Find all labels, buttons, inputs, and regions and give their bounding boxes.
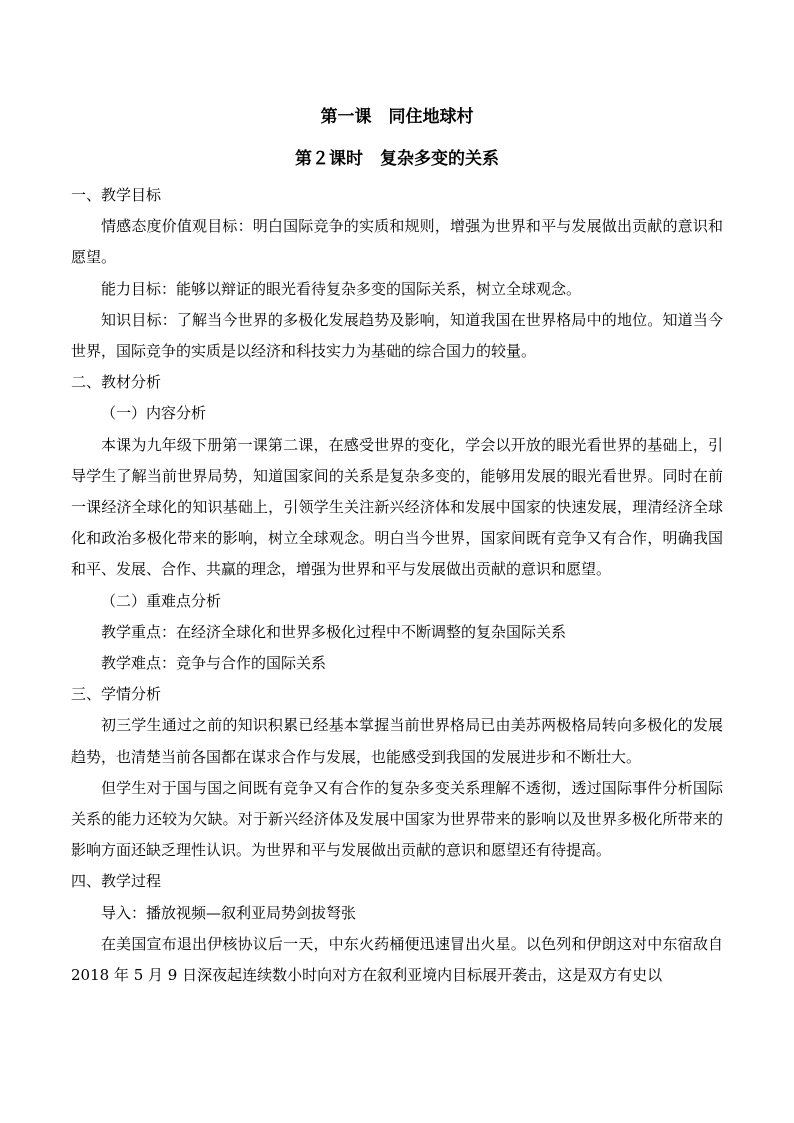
paragraph-difficult-point: 教学难点：竞争与合作的国际关系: [101, 654, 327, 673]
document-title: 第一课 同住地球村: [320, 107, 474, 127]
paragraph-syria-situation: 在美国宣布退出伊核协议后一天，中东火药桶便迅速冒出火星。以色列和伊朗这对中东宿敌自 2018 年 5 月 9 日深夜起连续数小时向对方在叙利亚境内目标展开袭击，这是双方有史以: [71, 934, 723, 985]
paragraph-key-point: 教学重点：在经济全球化和世界多极化过程中不断调整的复杂国际关系: [101, 622, 567, 641]
section-heading-student-analysis: 三、学情分析: [71, 685, 162, 704]
paragraph-ability-goal: 能力目标：能够以辩证的眼光看待复杂多变的国际关系，树立全球观念。: [101, 279, 582, 298]
paragraph-content-analysis: 本课为九年级下册第一课第二课，在感受世界的变化，学会以开放的眼光看世界的基础上，引导学生了解当前世界局势，知道国家间的关系是复杂多变的，能够用发展的眼光看世界。同时在前一课经济全球化的知识基础上，引领学生关注新兴经济体和发展中国家的快速发展，理清经济全球化和政治多极化带来的影响，树立全球观念。明白当今世界，国家间既有竞争又有合作，明确我国和平、发展、合作、共赢的理念，增强为世界和平与发展做出贡献的意识和愿望。: [71, 435, 723, 579]
section-heading-teaching-process: 四、教学过程: [71, 872, 162, 891]
paragraph-emotion-goal: 情感态度价值观目标：明白国际竞争的实质和规则，增强为世界和平与发展做出贡献的意识和愿望。: [71, 217, 723, 267]
paragraph-knowledge-goal: 知识目标：了解当今世界的多极化发展趋势及影响，知道我国在世界格局中的地位。知道当今世界，国际竞争的实质是以经济和科技实力为基础的综合国力的较量。: [71, 310, 723, 361]
subheading-content-analysis: （一）内容分析: [101, 404, 207, 423]
section-heading-objectives: 一、教学目标: [71, 186, 162, 204]
paragraph-student-analysis-2: 但学生对于国与国之间既有竞争又有合作的复杂多变关系理解不透彻，透过国际事件分析国际关系的能力还较为欠缺。对于新兴经济体及发展中国家为世界带来的影响以及世界多极化所带来的影响方面还缺乏理性认识。为世界和平与发展做出贡献的意识和愿望还有待提高。: [71, 778, 723, 860]
paragraph-introduction: 导入：播放视频—叙利亚局势剑拔弩张: [101, 903, 357, 922]
section-heading-textbook-analysis: 二、教材分析: [71, 373, 162, 392]
document-body: [71, 180, 723, 991]
subheading-key-difficult-points: （二）重难点分析: [101, 591, 222, 610]
paragraph-student-analysis-1: 初三学生通过之前的知识积累已经基本掌握当前世界格局已由美苏两极格局转向多极化的发展趋势，也清楚当前各国都在谋求合作与发展，也能感受到我国的发展进步和不断壮大。: [71, 716, 723, 766]
lesson-subtitle: 第２课时 复杂多变的关系: [295, 149, 499, 169]
